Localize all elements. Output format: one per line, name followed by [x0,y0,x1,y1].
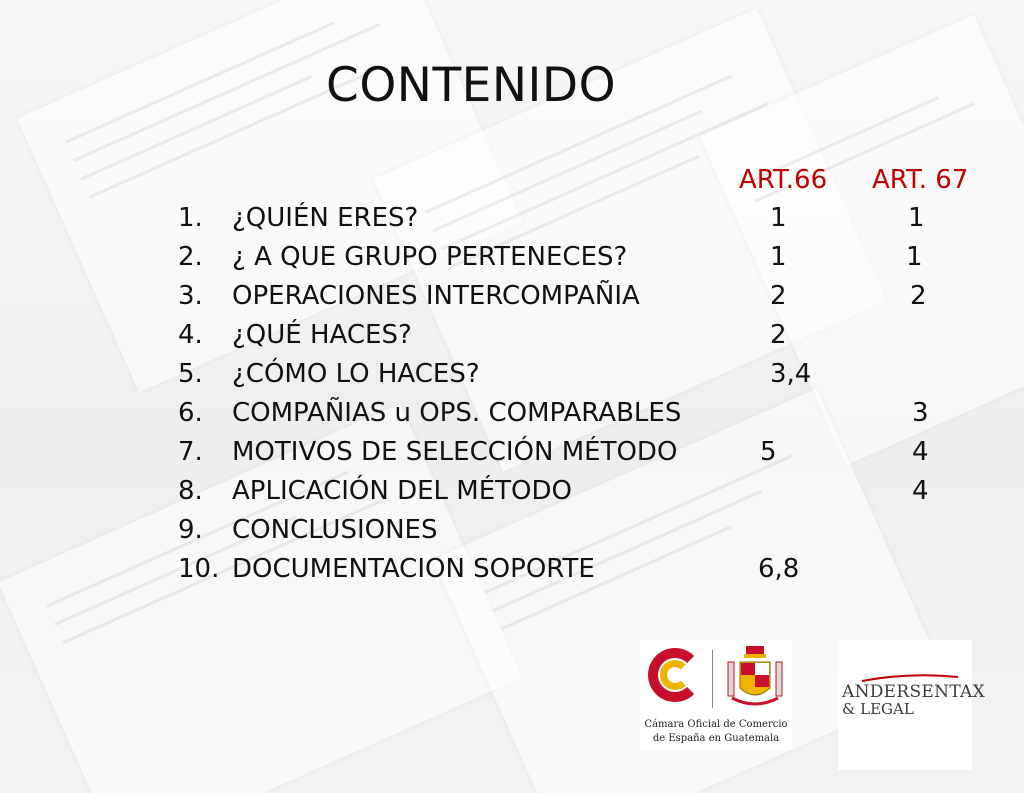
art66-value: 2 [770,281,787,311]
slide-title: CONTENIDO [326,58,617,113]
column-header-art67: ART. 67 [872,165,969,195]
item-number: 2. [178,242,203,272]
item-text: DOCUMENTACION SOPORTE [232,554,595,584]
item-text: APLICACIÓN DEL MÉTODO [232,476,572,506]
art67-value: 1 [906,242,923,272]
item-number: 8. [178,476,203,506]
art67-value: 4 [912,437,929,467]
item-text: ¿CÓMO LO HACES? [232,359,480,389]
andersen-swoosh-icon [860,674,960,682]
item-number: 1. [178,203,203,233]
art67-value: 3 [912,398,929,428]
art67-value: 1 [908,203,925,233]
andersen-legal-wordmark: & LEGAL [842,700,914,718]
item-text: COMPAÑIAS u OPS. COMPARABLES [232,398,682,428]
camara-caption-line1: Cámara Oficial de Comercio [644,719,788,730]
camara-comercio-logo [640,640,792,750]
camara-inner-c-icon [660,660,690,690]
art67-value: 4 [912,476,929,506]
item-text: ¿QUÉ HACES? [232,320,412,350]
item-text: ¿QUIÉN ERES? [232,203,419,233]
art66-value: 5 [760,437,777,467]
item-text: MOTIVOS DE SELECCIÓN MÉTODO [232,437,678,467]
art66-value: 1 [770,203,787,233]
andersen-tax-legal-logo [838,640,986,770]
camara-caption [640,718,792,746]
item-text: OPERACIONES INTERCOMPAÑIA [232,281,640,311]
item-number: 10. [178,554,220,584]
item-text: ¿ A QUE GRUPO PERTENECES? [232,242,628,272]
item-number: 7. [178,437,203,467]
art66-value: 2 [770,320,787,350]
art67-value: 2 [910,281,927,311]
art66-value: 3,4 [770,359,812,389]
item-number: 5. [178,359,203,389]
spain-coat-of-arms-icon [724,644,786,714]
column-header-art66: ART.66 [739,165,828,195]
item-number: 3. [178,281,203,311]
item-number: 9. [178,515,203,545]
andersen-wordmark: ANDERSENTAX [842,682,986,702]
item-text: CONCLUSIONES [232,515,438,545]
art66-value: 6,8 [758,554,800,584]
art66-value: 1 [770,242,787,272]
item-number: 6. [178,398,203,428]
logo-divider [712,650,713,708]
item-number: 4. [178,320,203,350]
camara-caption-line2: de España en Guatemala [652,733,780,744]
